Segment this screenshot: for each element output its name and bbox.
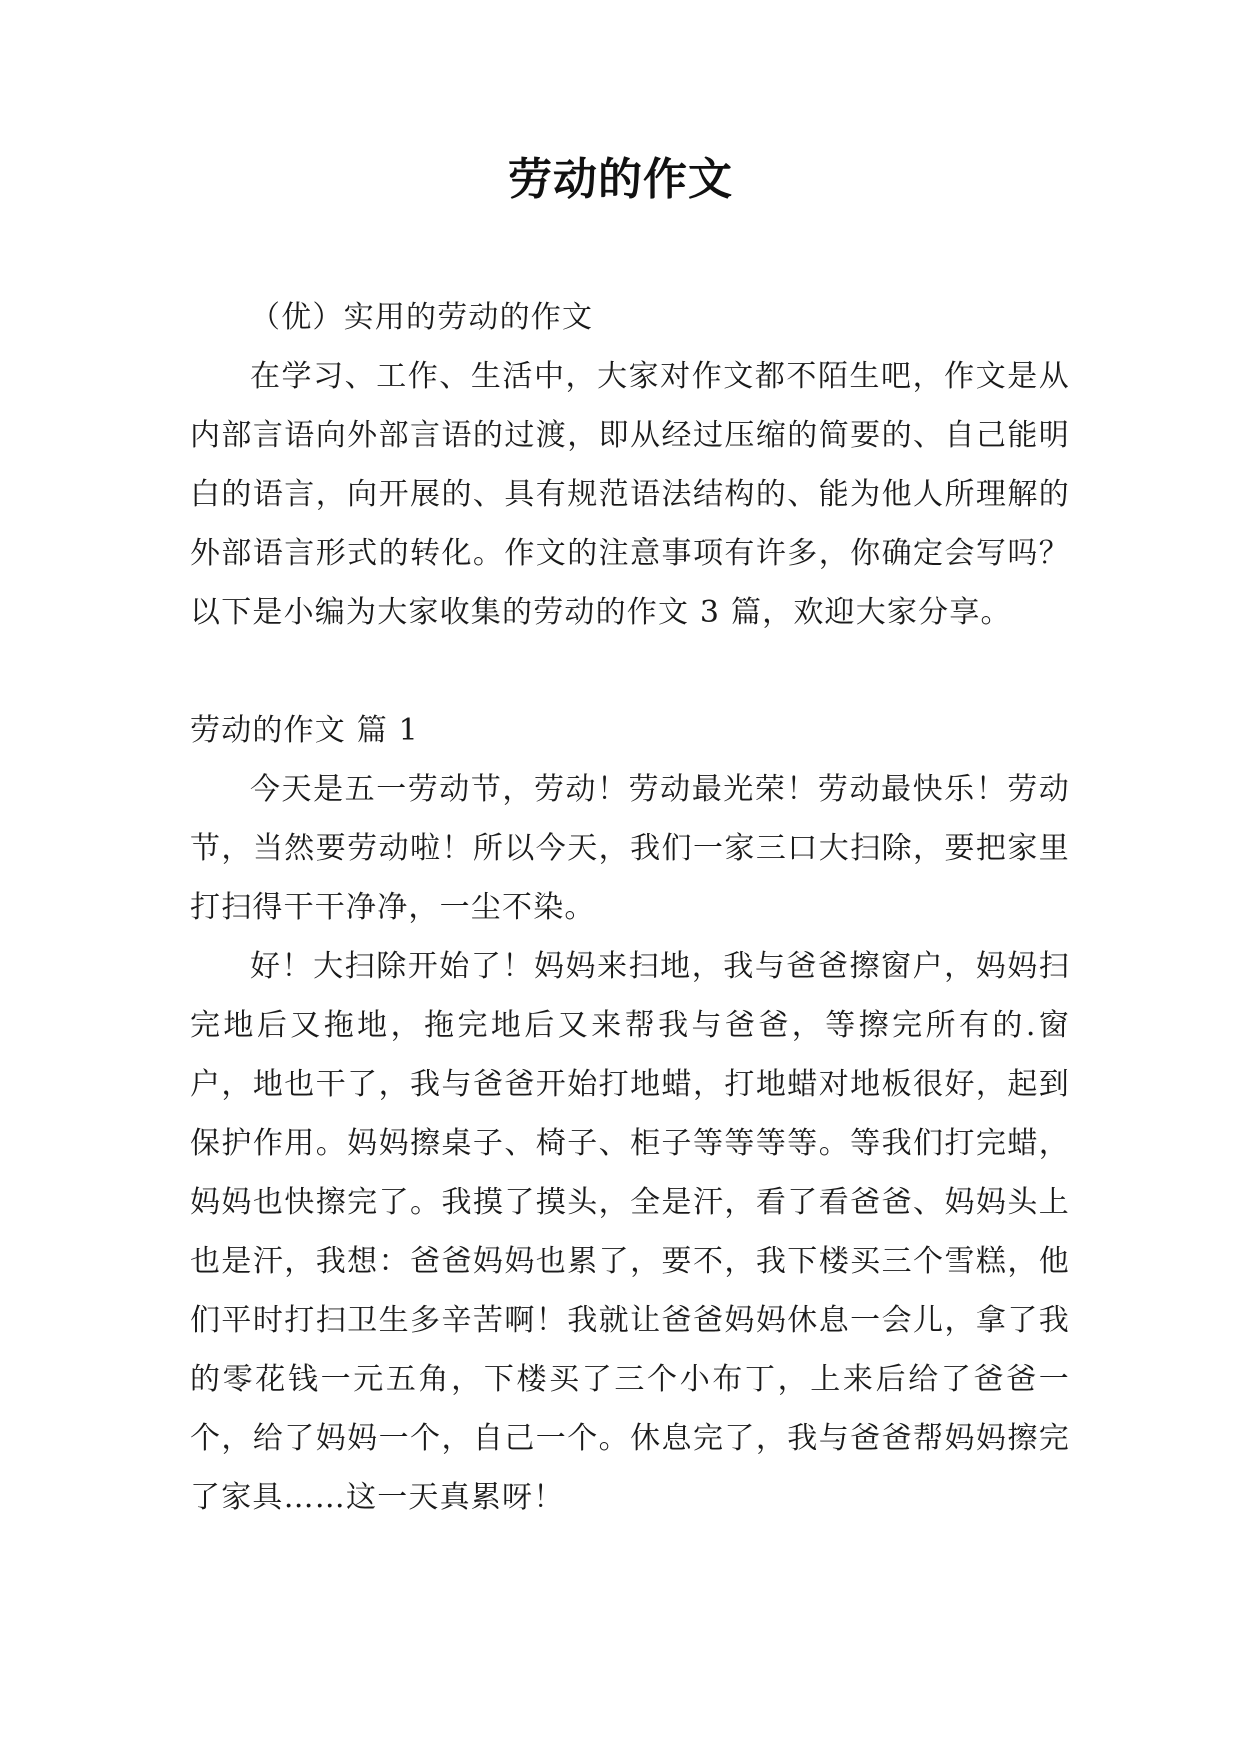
intro-paragraph: 在学习、工作、生活中，大家对作文都不陌生吧，作文是从内部言语向外部言语的过渡，即从经过压缩的简要的、自己能明白的语言，向开展的、具有规范语法结构的、能为他人所理解的外部语言形式的转化。作文的注意事项有许多，你确定会写吗？以下是小编为大家收集的劳动的作文 3 篇，欢迎大家分享。 xyxy=(190,359,1070,630)
section-heading: 劳动的作文 篇 1 xyxy=(190,713,419,748)
body-paragraph-2: 好！大扫除开始了！妈妈来扫地，我与爸爸擦窗户，妈妈扫完地后又拖地，拖完地后又来帮我与爸爸，等擦完所有的.窗户，地也干了，我与爸爸开始打地蜡，打地蜡对地板很好，起到保护作用。妈妈擦桌子、椅子、柜子等等等等。等我们打完蜡，妈妈也快擦完了。我摸了摸头，全是汗，看了看爸爸、妈妈头上也是汗，我想：爸爸妈妈也累了，要不，我下楼买三个雪糕，他们平时打扫卫生多辛苦啊！我就让爸爸妈妈休息一会儿，拿了我的零花钱一元五角，下楼买了三个小布丁，上来后给了爸爸一个，给了妈妈一个，自己一个。休息完了，我与爸爸帮妈妈擦完了家具……这一天真累呀！ xyxy=(190,949,1070,1515)
document-title: 劳动的作文 xyxy=(508,154,733,205)
document-body xyxy=(190,288,1070,1527)
body-paragraph-1: 今天是五一劳动节，劳动！劳动最光荣！劳动最快乐！劳动节，当然要劳动啦！所以今天，我们一家三口大扫除，要把家里打扫得干干净净，一尘不染。 xyxy=(190,772,1070,925)
subtitle-line: （优）实用的劳动的作文 xyxy=(250,300,594,335)
section-spacer xyxy=(190,642,1070,701)
